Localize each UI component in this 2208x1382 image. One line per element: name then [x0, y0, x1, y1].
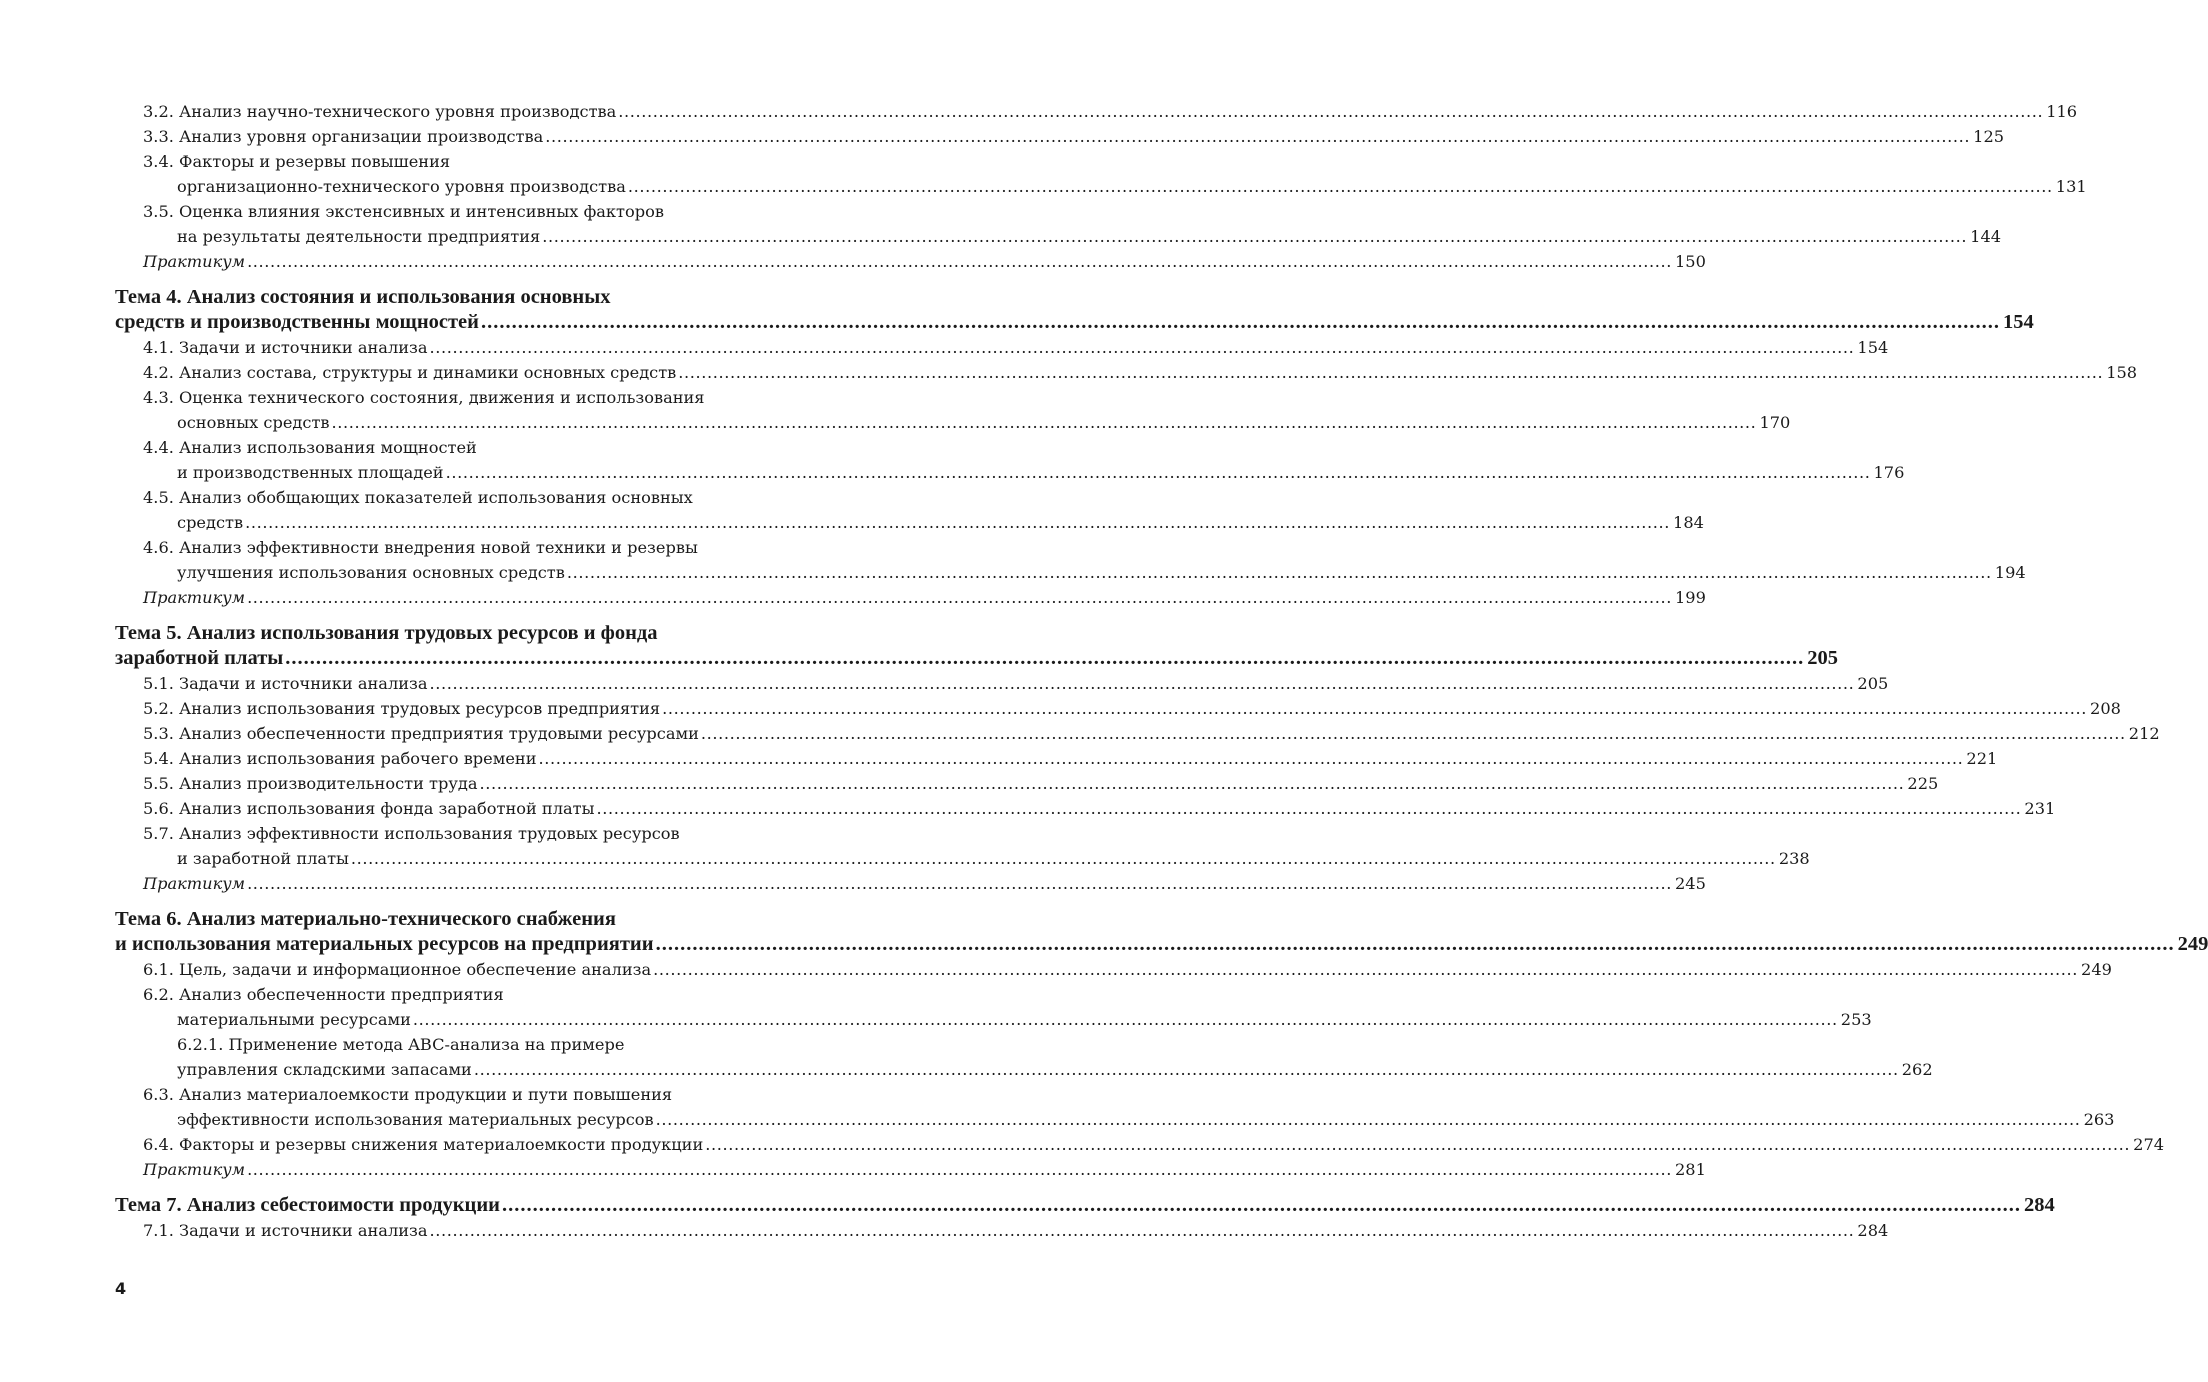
toc-entry-6-3-line1[interactable]: 6.3. Анализ материалоемкости продукции и пути повышения	[143, 1085, 673, 1104]
toc-entry-page: 199	[1674, 588, 1706, 607]
toc-entry-title: 5.5. Анализ производительности труда	[143, 774, 478, 793]
toc-entry-3-5[interactable]	[115, 224, 2002, 249]
toc-entry-5-7-line1[interactable]: 5.7. Анализ эффективности использования трудовых ресурсов	[143, 824, 680, 843]
toc-entry-page: 231	[2024, 799, 2056, 818]
toc-entry-title: 4.1. Задачи и источники анализа	[143, 338, 428, 357]
toc-entry-page: 281	[1674, 1160, 1706, 1179]
topic-title: и использования материальных ресурсов на предприятии	[115, 933, 654, 955]
toc-entry-page: 131	[2055, 177, 2087, 196]
toc-entry-5-4[interactable]	[115, 746, 1998, 771]
toc-entry-4-3-line1[interactable]: 4.3. Оценка технического состояния, движения и использования	[143, 388, 705, 407]
dot-leader	[474, 1057, 1899, 1082]
toc-entry-4-6[interactable]	[115, 560, 2026, 585]
toc-entry-page: 144	[1970, 227, 2002, 246]
toc-entry-title: 4.2. Анализ состава, структуры и динамики основных средств	[143, 363, 677, 382]
toc-entry-page: 170	[1759, 413, 1791, 432]
dot-leader	[502, 1193, 2021, 1218]
toc-entry-title: управления складскими запасами	[177, 1060, 472, 1079]
toc-entry-6-1[interactable]	[115, 957, 2112, 982]
toc-entry-page: 221	[1966, 749, 1998, 768]
dot-leader	[285, 646, 1804, 671]
toc-entry-title: на результаты деятельности предприятия	[177, 227, 541, 246]
topic-page: 249	[2177, 933, 2208, 955]
dot-leader	[332, 410, 1757, 435]
toc-entry-page: 245	[1674, 874, 1706, 893]
dot-leader	[596, 796, 2021, 821]
dot-leader	[628, 174, 2053, 199]
toc-entry-title: организационно-технического уровня производства	[177, 177, 626, 196]
dot-leader	[662, 696, 2087, 721]
toc-entry-practicum-6[interactable]	[115, 1157, 1706, 1182]
toc-entry-page: 194	[1994, 563, 2026, 582]
dot-leader	[656, 1107, 2081, 1132]
toc-entry-5-5[interactable]	[115, 771, 1939, 796]
toc-entry-page: 154	[1857, 338, 1889, 357]
toc-entry-3-2[interactable]	[115, 99, 2078, 124]
toc-entry-title: Практикум	[143, 588, 246, 607]
toc-entry-title: эффективности использования материальных ресурсов	[177, 1110, 654, 1129]
toc-entry-title: материальными ресурсами	[177, 1010, 411, 1029]
dot-leader	[247, 1157, 1672, 1182]
toc-entry-6-2-1-line1[interactable]: 6.2.1. Применение метода ABC-анализа на примере	[177, 1035, 625, 1054]
toc-entry-page: 249	[2081, 960, 2112, 979]
dot-leader	[481, 310, 2000, 335]
toc-entry-6-2-line1[interactable]: 6.2. Анализ обеспеченности предприятия	[143, 985, 504, 1004]
toc-entry-title: 6.1. Цель, задачи и информационное обеспечение анализа	[143, 960, 652, 979]
dot-leader	[678, 360, 2103, 385]
toc-entry-title: 5.2. Анализ использования трудовых ресурсов предприятия	[143, 699, 661, 718]
dot-leader	[430, 671, 1855, 696]
toc-entry-page: 208	[2090, 699, 2121, 718]
toc-entry-title: и производственных площадей	[177, 463, 444, 482]
toc-entry-title: улучшения использования основных средств	[177, 563, 565, 582]
toc-entry-4-4[interactable]	[115, 460, 1905, 485]
table-of-contents	[115, 99, 2208, 1243]
toc-entry-5-1[interactable]	[115, 671, 1889, 696]
topic-6-heading[interactable]	[115, 932, 2208, 957]
toc-entry-4-5-line1[interactable]: 4.5. Анализ обобщающих показателей использования основных	[143, 488, 693, 507]
toc-entry-page: 150	[1674, 252, 1706, 271]
toc-entry-title: средств	[177, 513, 244, 532]
dot-leader	[247, 871, 1672, 896]
toc-entry-4-6-line1[interactable]: 4.6. Анализ эффективности внедрения новой техники и резервы	[143, 538, 698, 557]
toc-entry-title: основных средств	[177, 413, 330, 432]
toc-entry-4-2[interactable]	[115, 360, 2138, 385]
toc-entry-title: 7.1. Задачи и источники анализа	[143, 1221, 428, 1240]
toc-entry-title: Практикум	[143, 1160, 246, 1179]
toc-entry-page: 238	[1778, 849, 1810, 868]
dot-leader	[446, 460, 1871, 485]
toc-entry-page: 125	[1973, 127, 2005, 146]
toc-entry-3-3[interactable]	[115, 124, 2005, 149]
toc-entry-practicum-5[interactable]	[115, 871, 1706, 896]
toc-entry-page: 225	[1907, 774, 1939, 793]
topic-5-line1[interactable]: Тема 5. Анализ использования трудовых ресурсов и фонда	[115, 622, 658, 644]
topic-6-line1[interactable]: Тема 6. Анализ материально-технического снабжения	[115, 908, 616, 930]
toc-entry-title: Практикум	[143, 252, 246, 271]
toc-entry-title: 5.4. Анализ использования рабочего времени	[143, 749, 537, 768]
dot-leader	[430, 335, 1855, 360]
toc-entry-page: 262	[1901, 1060, 1933, 1079]
toc-entry-title: 5.6. Анализ использования фонда заработной платы	[143, 799, 595, 818]
toc-entry-page: 116	[2046, 102, 2078, 121]
toc-entry-page: 205	[1857, 674, 1889, 693]
dot-leader	[480, 771, 1905, 796]
dot-leader	[351, 846, 1776, 871]
dot-leader	[247, 585, 1672, 610]
toc-entry-3-4[interactable]	[115, 174, 2087, 199]
topic-5-heading[interactable]	[115, 646, 1839, 671]
toc-entry-page: 253	[1840, 1010, 1872, 1029]
dot-leader	[618, 99, 2043, 124]
toc-entry-title: 5.3. Анализ обеспеченности предприятия трудовыми ресурсами	[143, 724, 699, 743]
toc-entry-page: 184	[1673, 513, 1704, 532]
toc-entry-page: 274	[2133, 1135, 2165, 1154]
topic-page: 154	[2002, 311, 2034, 333]
topic-page: 284	[2023, 1194, 2055, 1216]
toc-entry-title: 6.4. Факторы и резервы снижения материалоемкости продукции	[143, 1135, 704, 1154]
toc-entry-title: 5.1. Задачи и источники анализа	[143, 674, 428, 693]
toc-entry-6-2[interactable]	[115, 1007, 1872, 1032]
toc-entry-6-2-1[interactable]	[115, 1057, 1933, 1082]
toc-entry-page: 263	[2083, 1110, 2115, 1129]
topic-title: средств и производственны мощностей	[115, 311, 479, 333]
toc-entry-5-6[interactable]	[115, 796, 2056, 821]
toc-entry-page: 212	[2128, 724, 2160, 743]
dot-leader	[542, 224, 1967, 249]
dot-leader	[539, 746, 1964, 771]
toc-entry-title: 3.2. Анализ научно-технического уровня производства	[143, 102, 617, 121]
dot-leader	[245, 510, 1670, 535]
toc-entry-title: 3.3. Анализ уровня организации производства	[143, 127, 544, 146]
topic-7-heading[interactable]	[115, 1193, 2055, 1218]
dot-leader	[653, 957, 2078, 982]
toc-entry-page: 284	[1857, 1221, 1889, 1240]
page-number: 4	[115, 1279, 127, 1298]
toc-entry-title: и заработной платы	[177, 849, 349, 868]
dot-leader	[430, 1218, 1855, 1243]
toc-entry-4-5[interactable]	[115, 510, 1704, 535]
topic-title: Тема 7. Анализ себестоимости продукции	[115, 1194, 500, 1216]
toc-entry-practicum-4[interactable]	[115, 585, 1706, 610]
toc-entry-title: Практикум	[143, 874, 246, 893]
toc-entry-practicum-3[interactable]	[115, 249, 1706, 274]
toc-entry-4-1[interactable]	[115, 335, 1889, 360]
dot-leader	[701, 721, 2126, 746]
toc-entry-6-3[interactable]	[115, 1107, 2115, 1132]
toc-entry-5-3[interactable]	[115, 721, 2160, 746]
toc-entry-5-7[interactable]	[115, 846, 1810, 871]
dot-leader	[705, 1132, 2130, 1157]
topic-4-line1[interactable]: Тема 4. Анализ состояния и использования основных	[115, 286, 611, 308]
dot-leader	[656, 932, 2175, 957]
topic-title: заработной платы	[115, 647, 284, 669]
topic-page: 205	[1807, 647, 1839, 669]
toc-entry-4-4-line1[interactable]: 4.4. Анализ использования мощностей	[143, 438, 477, 457]
toc-entry-7-1[interactable]	[115, 1218, 1889, 1243]
toc-entry-4-3[interactable]	[115, 410, 1791, 435]
toc-entry-page: 158	[2106, 363, 2138, 382]
topic-4-heading[interactable]	[115, 310, 2034, 335]
toc-entry-page: 176	[1873, 463, 1905, 482]
dot-leader	[545, 124, 1970, 149]
toc-entry-5-2[interactable]	[115, 696, 2121, 721]
toc-entry-3-4-line1[interactable]: 3.4. Факторы и резервы повышения	[143, 152, 451, 171]
dot-leader	[247, 249, 1672, 274]
dot-leader	[413, 1007, 1838, 1032]
toc-entry-3-5-line1[interactable]: 3.5. Оценка влияния экстенсивных и интенсивных факторов	[143, 202, 664, 221]
dot-leader	[567, 560, 1992, 585]
toc-entry-6-4[interactable]	[115, 1132, 2165, 1157]
